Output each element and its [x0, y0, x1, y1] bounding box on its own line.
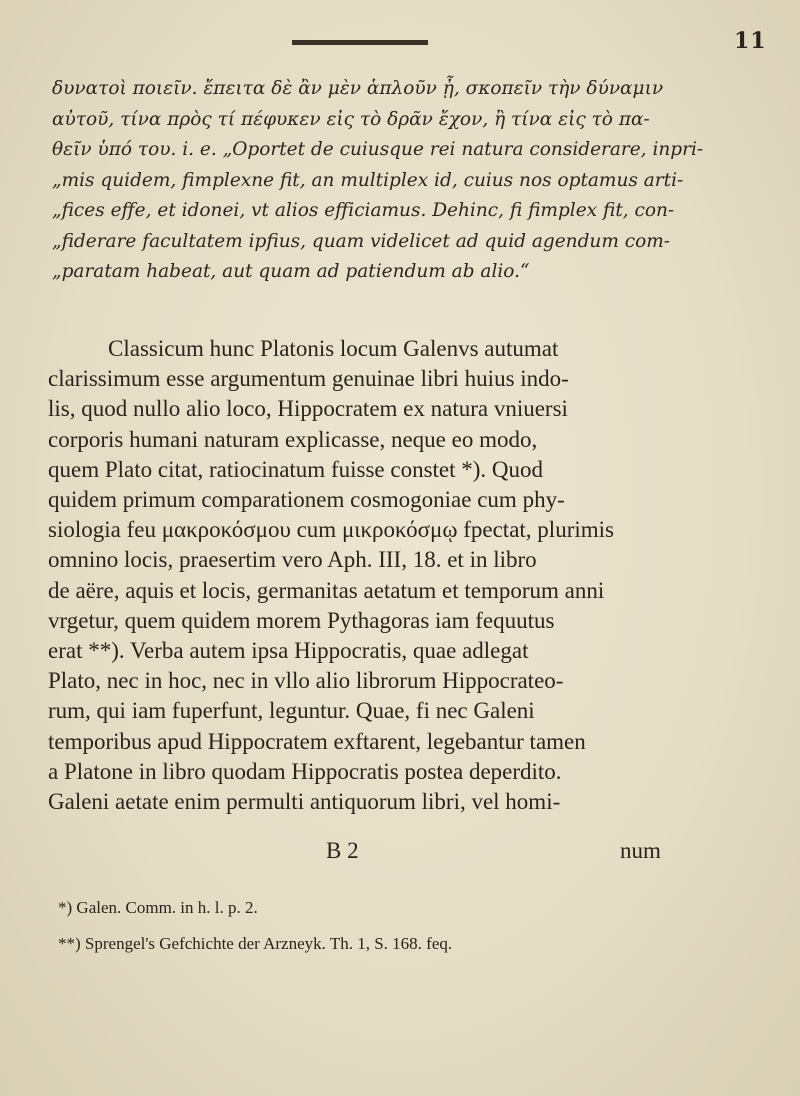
body-line: corporis humani naturam explicasse, neque eo modo,	[48, 426, 538, 452]
body-line: erat **). Verba autem ipsa Hippocratis, quae adlegat	[48, 638, 529, 664]
catchword: num	[620, 838, 661, 863]
body-line: siologia feu μακροκόσμου cum μικροκόσμῳ fpectat, plurimis	[48, 517, 614, 543]
body-line: Galeni aetate enim permulti antiquorum libri, vel homi-	[48, 789, 561, 815]
body-line: Classicum hunc Platonis locum Galenvs autumat	[108, 336, 559, 361]
quote-line: δυνατοὶ ποιεῖν. ἔπειτα δὲ ἂν μὲν ἁπλοῦν ᾖ, σκοπεῖν τὴν δύναμιν	[52, 78, 664, 99]
signature-mark: B 2	[326, 838, 359, 863]
body-line: omnino locis, praesertim vero Aph. III, 18. et in libro	[48, 547, 537, 573]
body-line: temporibus apud Hippocratem exftarent, legebantur tamen	[48, 728, 586, 754]
body-line: rum, qui iam fuperfunt, leguntur. Quae, fi nec Galeni	[48, 698, 535, 724]
body-line: Plato, nec in hoc, nec in vllo alio librorum Hippocrateo-	[48, 668, 564, 694]
footnote: *) Galen. Comm. in h. l. p. 2.	[58, 898, 258, 917]
quote-line: αὐτοῦ, τίνα πρὸς τί πέφυκεν εἰς τὸ δρᾶν ἔχον, ἢ τίνα εἰς τὸ πα-	[52, 108, 650, 130]
body-paragraph	[48, 334, 748, 817]
body-line: clarissimum esse argumentum genuinae libri huius indo-	[48, 366, 569, 392]
body-line: de aëre, aquis et locis, germanitas aetatum et temporum anni	[48, 577, 605, 603]
header-rule	[292, 40, 428, 45]
page-number: 11	[734, 28, 767, 54]
body-line: vrgetur, quem quidem morem Pythagoras iam fequutus	[48, 607, 555, 633]
footnotes	[58, 890, 748, 962]
body-line: lis, quod nullo alio loco, Hippocratem ex natura vniuersi	[48, 396, 568, 422]
quote-line: „mis quidem, fimplexne fit, an multiplex id, cuius nos optamus arti-	[52, 169, 684, 191]
body-line: quidem primum comparationem cosmogoniae cum phy-	[48, 487, 565, 513]
body-line: a Platone in libro quodam Hippocratis postea deperdito.	[48, 758, 562, 784]
quote-line: θεῖν ὑπό του. i. e. „Oportet de cuiusque rei natura considerare, inpri-	[52, 139, 704, 160]
quotation-block	[52, 74, 742, 288]
quote-line: „fiderare facultatem ipfius, quam videlicet ad quid agendum com-	[52, 230, 671, 252]
quote-line: „fices effe, et idonei, vt alios efficiamus. Dehinc, fi fimplex fit, con-	[52, 200, 675, 221]
body-line: quem Plato citat, ratiocinatum fuisse constet *). Quod	[48, 456, 544, 482]
quote-line: „paratam habeat, aut quam ad patiendum ab alio.“	[52, 261, 530, 282]
footnote: **) Sprengel's Gefchichte der Arzneyk. Th. 1, S. 168. feq.	[58, 934, 453, 953]
